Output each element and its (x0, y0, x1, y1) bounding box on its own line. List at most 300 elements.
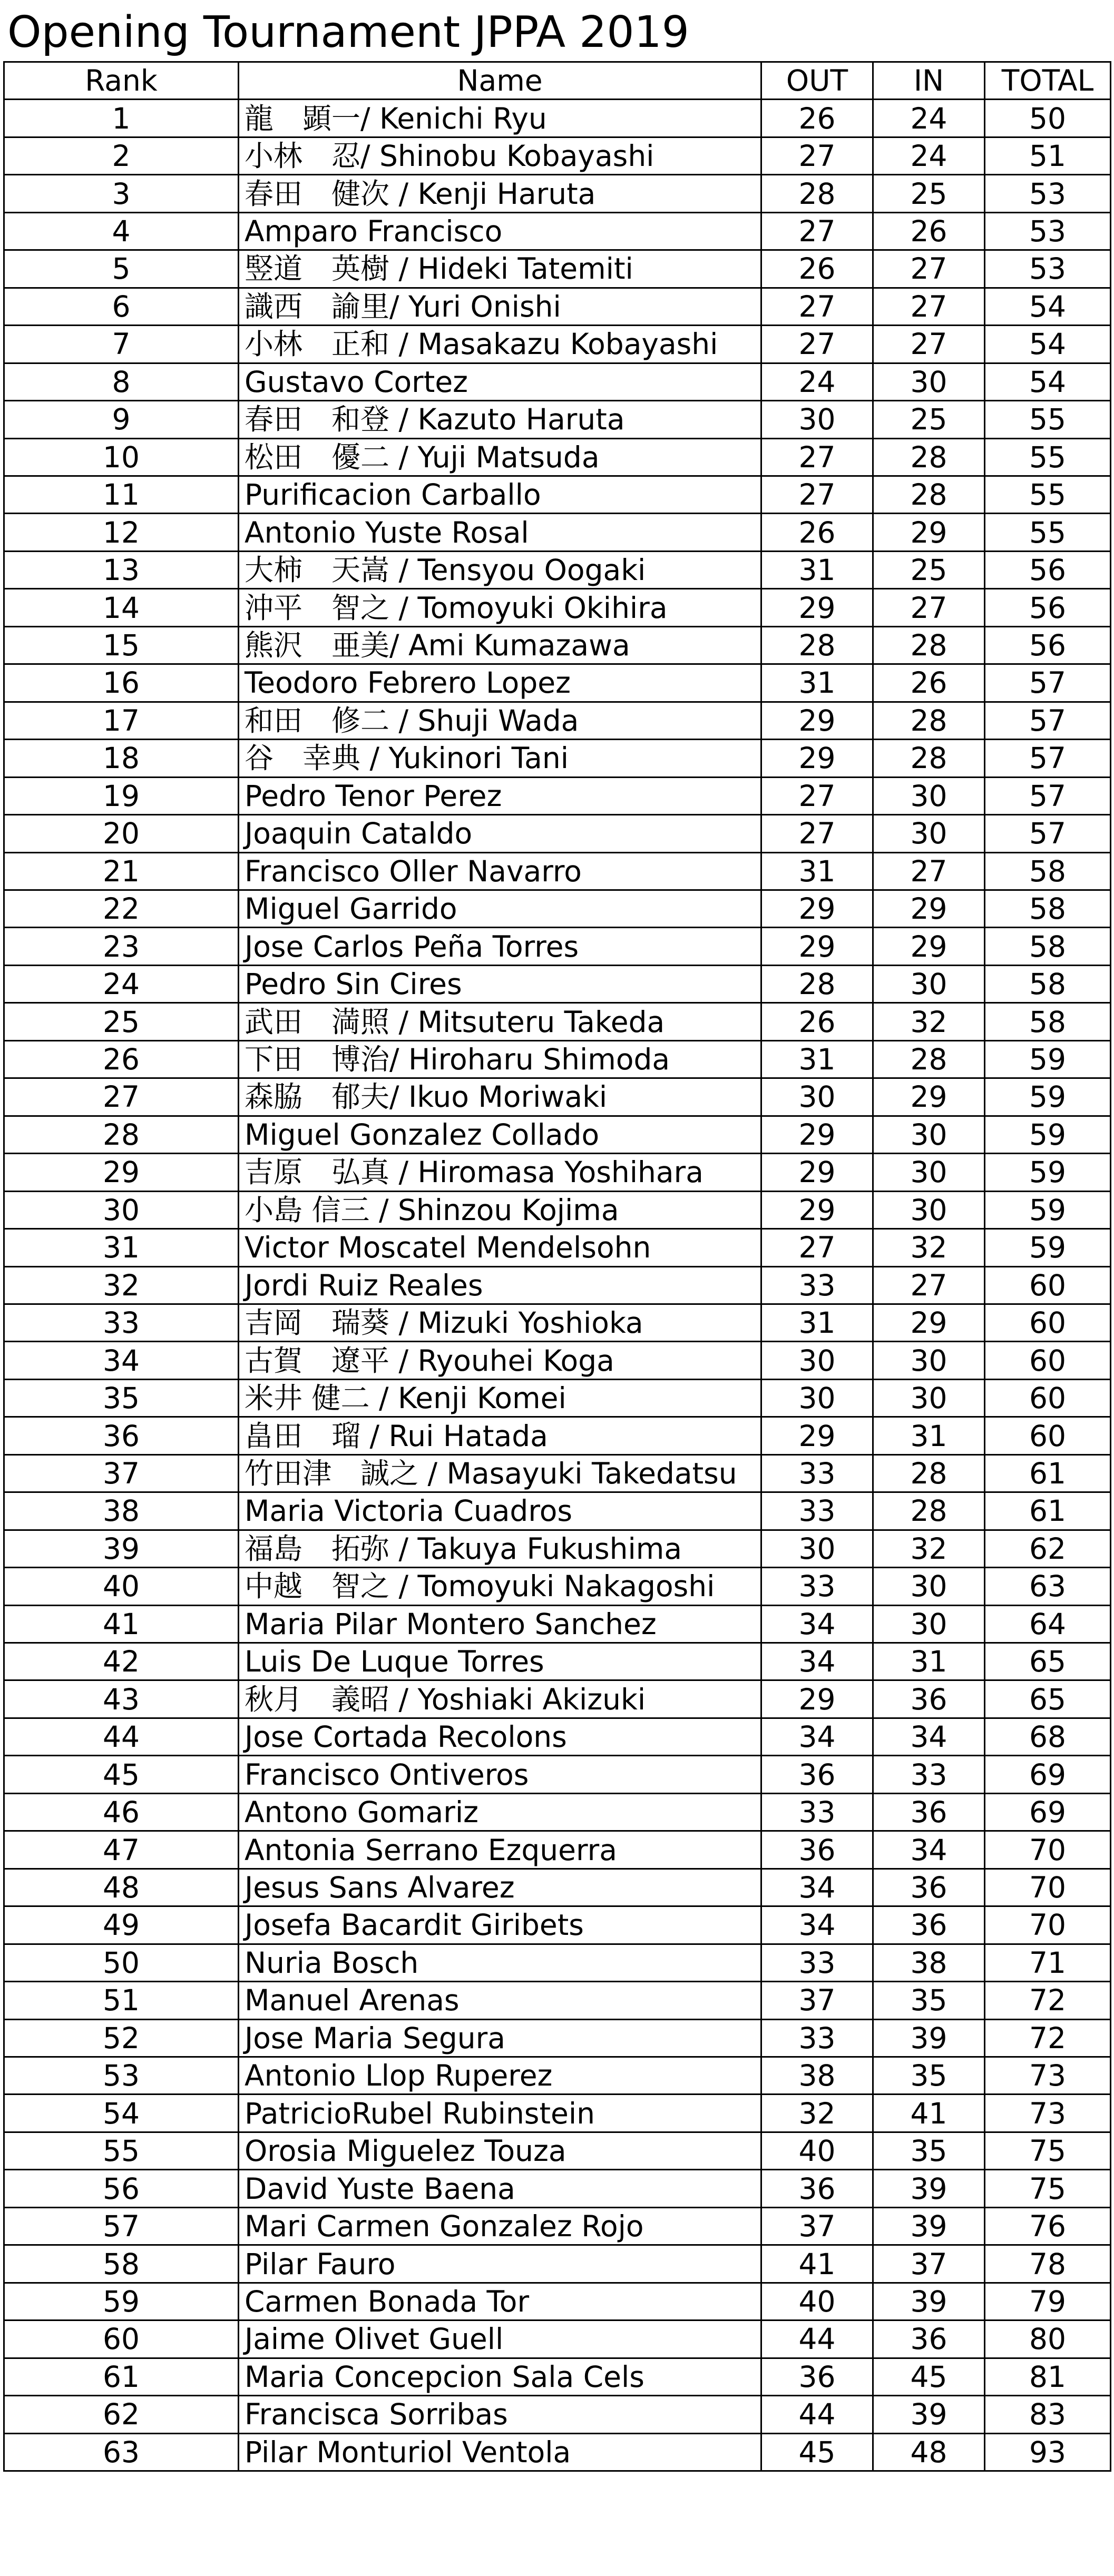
out-cell: 28 (761, 626, 873, 664)
rank-cell: 38 (4, 1492, 239, 1530)
name-cell: David Yuste Baena (239, 2170, 761, 2207)
total-cell: 63 (985, 1568, 1111, 1605)
in-cell: 30 (873, 363, 985, 400)
rank-cell: 5 (4, 250, 239, 288)
total-cell: 57 (985, 740, 1111, 777)
name-cell: Maria Pilar Montero Sanchez (239, 1605, 761, 1643)
table-row (4, 1793, 1111, 1831)
total-cell: 56 (985, 626, 1111, 664)
total-cell: 70 (985, 1906, 1111, 1944)
table-row (4, 1003, 1111, 1040)
table-row (4, 852, 1111, 890)
rank-cell: 59 (4, 2283, 239, 2320)
rank-cell: 43 (4, 1680, 239, 1718)
name-cell: 大柿 天嵩 / Tensyou Oogaki (239, 551, 761, 588)
rank-cell: 20 (4, 815, 239, 852)
rank-cell: 62 (4, 2396, 239, 2433)
table-row (4, 1869, 1111, 1906)
name-cell: Jose Cortada Recolons (239, 1718, 761, 1755)
rank-cell: 32 (4, 1266, 239, 1304)
in-cell: 29 (873, 1078, 985, 1116)
total-cell: 58 (985, 852, 1111, 890)
in-cell: 28 (873, 476, 985, 513)
rank-cell: 8 (4, 363, 239, 400)
out-cell: 27 (761, 326, 873, 363)
total-cell: 57 (985, 702, 1111, 739)
in-cell: 39 (873, 2283, 985, 2320)
total-cell: 76 (985, 2207, 1111, 2245)
in-cell: 36 (873, 2321, 985, 2358)
name-cell: Pedro Tenor Perez (239, 777, 761, 814)
total-cell: 53 (985, 175, 1111, 212)
rank-cell: 24 (4, 965, 239, 1002)
out-cell: 40 (761, 2132, 873, 2169)
in-cell: 30 (873, 777, 985, 814)
table-row (4, 514, 1111, 551)
out-cell: 30 (761, 1342, 873, 1379)
rank-cell: 16 (4, 664, 239, 702)
table-row (4, 2170, 1111, 2207)
table-row (4, 212, 1111, 250)
out-cell: 26 (761, 1003, 873, 1040)
in-cell: 26 (873, 212, 985, 250)
total-cell: 56 (985, 589, 1111, 626)
name-cell: 沖平 智之 / Tomoyuki Okihira (239, 589, 761, 626)
name-cell: Miguel Gonzalez Collado (239, 1116, 761, 1153)
name-cell: 熊沢 亜美/ Ami Kumazawa (239, 626, 761, 664)
in-cell: 25 (873, 175, 985, 212)
rank-cell: 50 (4, 1944, 239, 1981)
in-cell: 45 (873, 2358, 985, 2395)
table-row (4, 2321, 1111, 2358)
in-cell: 48 (873, 2433, 985, 2471)
in-cell: 28 (873, 702, 985, 739)
table-row (4, 965, 1111, 1002)
out-cell: 29 (761, 589, 873, 626)
column-header-total: TOTAL (985, 62, 1111, 100)
name-cell: Antono Gomariz (239, 1793, 761, 1831)
rank-cell: 11 (4, 476, 239, 513)
table-row (4, 1756, 1111, 1793)
total-cell: 61 (985, 1454, 1111, 1492)
in-cell: 30 (873, 1379, 985, 1417)
out-cell: 29 (761, 1191, 873, 1228)
out-cell: 27 (761, 438, 873, 476)
rank-cell: 45 (4, 1756, 239, 1793)
name-cell: 識西 諭里/ Yuri Onishi (239, 288, 761, 325)
in-cell: 28 (873, 438, 985, 476)
name-cell: Jesus Sans Alvarez (239, 1869, 761, 1906)
table-row (4, 363, 1111, 400)
out-cell: 31 (761, 1040, 873, 1078)
in-cell: 25 (873, 551, 985, 588)
out-cell: 29 (761, 740, 873, 777)
table-row (4, 626, 1111, 664)
rank-cell: 47 (4, 1831, 239, 1869)
table-row (4, 1040, 1111, 1078)
in-cell: 41 (873, 2095, 985, 2132)
out-cell: 31 (761, 852, 873, 890)
name-cell: 秋月 義昭 / Yoshiaki Akizuki (239, 1680, 761, 1718)
name-cell: 吉原 弘真 / Hiromasa Yoshihara (239, 1154, 761, 1191)
out-cell: 36 (761, 2170, 873, 2207)
out-cell: 36 (761, 1756, 873, 1793)
in-cell: 29 (873, 514, 985, 551)
out-cell: 34 (761, 1718, 873, 1755)
out-cell: 29 (761, 1417, 873, 1454)
name-cell: 龍 顕一/ Kenichi Ryu (239, 100, 761, 137)
rank-cell: 29 (4, 1154, 239, 1191)
out-cell: 34 (761, 1869, 873, 1906)
name-cell: 福島 拓弥 / Takuya Fukushima (239, 1530, 761, 1567)
out-cell: 30 (761, 401, 873, 438)
rank-cell: 52 (4, 2019, 239, 2057)
name-cell: 下田 博治/ Hiroharu Shimoda (239, 1040, 761, 1078)
total-cell: 60 (985, 1304, 1111, 1341)
table-row (4, 1831, 1111, 1869)
rank-cell: 12 (4, 514, 239, 551)
in-cell: 26 (873, 664, 985, 702)
name-cell: 古賀 遼平 / Ryouhei Koga (239, 1342, 761, 1379)
out-cell: 24 (761, 363, 873, 400)
out-cell: 33 (761, 1944, 873, 1981)
in-cell: 29 (873, 1304, 985, 1341)
out-cell: 31 (761, 1304, 873, 1341)
table-row (4, 250, 1111, 288)
name-cell: Carmen Bonada Tor (239, 2283, 761, 2320)
table-row (4, 2057, 1111, 2095)
rank-cell: 27 (4, 1078, 239, 1116)
table-row (4, 2132, 1111, 2169)
rank-cell: 57 (4, 2207, 239, 2245)
in-cell: 35 (873, 1982, 985, 2019)
table-row (4, 815, 1111, 852)
rank-cell: 28 (4, 1116, 239, 1153)
total-cell: 57 (985, 815, 1111, 852)
table-row (4, 2283, 1111, 2320)
in-cell: 27 (873, 589, 985, 626)
out-cell: 26 (761, 100, 873, 137)
name-cell: 武田 満照 / Mitsuteru Takeda (239, 1003, 761, 1040)
out-cell: 33 (761, 2019, 873, 2057)
in-cell: 34 (873, 1718, 985, 1755)
rank-cell: 63 (4, 2433, 239, 2471)
table-row (4, 928, 1111, 965)
in-cell: 32 (873, 1530, 985, 1567)
name-cell: Luis De Luque Torres (239, 1643, 761, 1680)
out-cell: 28 (761, 175, 873, 212)
name-cell: Jose Carlos Peña Torres (239, 928, 761, 965)
in-cell: 36 (873, 1793, 985, 1831)
table-row (4, 1304, 1111, 1341)
rank-cell: 53 (4, 2057, 239, 2095)
out-cell: 34 (761, 1605, 873, 1643)
name-cell: Antonia Serrano Ezquerra (239, 1831, 761, 1869)
out-cell: 29 (761, 1116, 873, 1153)
out-cell: 27 (761, 137, 873, 174)
out-cell: 40 (761, 2283, 873, 2320)
in-cell: 29 (873, 890, 985, 927)
rank-cell: 9 (4, 401, 239, 438)
out-cell: 31 (761, 551, 873, 588)
in-cell: 32 (873, 1003, 985, 1040)
table-row (4, 1116, 1111, 1153)
out-cell: 27 (761, 815, 873, 852)
table-row (4, 2433, 1111, 2471)
table-row (4, 1417, 1111, 1454)
name-cell: 竹田津 誠之 / Masayuki Takedatsu (239, 1454, 761, 1492)
in-cell: 28 (873, 1492, 985, 1530)
table-row (4, 438, 1111, 476)
out-cell: 26 (761, 250, 873, 288)
in-cell: 30 (873, 965, 985, 1002)
out-cell: 37 (761, 2207, 873, 2245)
total-cell: 54 (985, 363, 1111, 400)
rank-cell: 21 (4, 852, 239, 890)
column-header-rank: Rank (4, 62, 239, 100)
table-row (4, 1454, 1111, 1492)
name-cell: Mari Carmen Gonzalez Rojo (239, 2207, 761, 2245)
total-cell: 53 (985, 250, 1111, 288)
total-cell: 75 (985, 2170, 1111, 2207)
total-cell: 55 (985, 514, 1111, 551)
results-body (4, 100, 1111, 2471)
out-cell: 34 (761, 1906, 873, 1944)
total-cell: 59 (985, 1078, 1111, 1116)
in-cell: 37 (873, 2245, 985, 2283)
total-cell: 54 (985, 288, 1111, 325)
table-row (4, 137, 1111, 174)
in-cell: 24 (873, 137, 985, 174)
total-cell: 56 (985, 551, 1111, 588)
in-cell: 34 (873, 1831, 985, 1869)
in-cell: 36 (873, 1906, 985, 1944)
name-cell: Pilar Fauro (239, 2245, 761, 2283)
table-row (4, 1492, 1111, 1530)
total-cell: 79 (985, 2283, 1111, 2320)
out-cell: 36 (761, 2358, 873, 2395)
name-cell: 竪道 英樹 / Hideki Tatemiti (239, 250, 761, 288)
table-row (4, 1906, 1111, 1944)
column-header-out: OUT (761, 62, 873, 100)
rank-cell: 2 (4, 137, 239, 174)
total-cell: 55 (985, 476, 1111, 513)
out-cell: 29 (761, 1154, 873, 1191)
name-cell: Miguel Garrido (239, 890, 761, 927)
out-cell: 45 (761, 2433, 873, 2471)
name-cell: 吉岡 瑞葵 / Mizuki Yoshioka (239, 1304, 761, 1341)
total-cell: 59 (985, 1040, 1111, 1078)
rank-cell: 51 (4, 1982, 239, 2019)
total-cell: 72 (985, 2019, 1111, 2057)
total-cell: 83 (985, 2396, 1111, 2433)
in-cell: 32 (873, 1229, 985, 1266)
out-cell: 27 (761, 1229, 873, 1266)
total-cell: 57 (985, 777, 1111, 814)
table-row (4, 664, 1111, 702)
name-cell: Maria Victoria Cuadros (239, 1492, 761, 1530)
name-cell: 和田 修二 / Shuji Wada (239, 702, 761, 739)
in-cell: 31 (873, 1643, 985, 1680)
out-cell: 27 (761, 212, 873, 250)
in-cell: 28 (873, 1454, 985, 1492)
total-cell: 81 (985, 2358, 1111, 2395)
out-cell: 33 (761, 1492, 873, 1530)
total-cell: 59 (985, 1191, 1111, 1228)
total-cell: 68 (985, 1718, 1111, 1755)
rank-cell: 46 (4, 1793, 239, 1831)
in-cell: 35 (873, 2132, 985, 2169)
rank-cell: 54 (4, 2095, 239, 2132)
name-cell: Amparo Francisco (239, 212, 761, 250)
table-row (4, 326, 1111, 363)
table-row (4, 1718, 1111, 1755)
total-cell: 64 (985, 1605, 1111, 1643)
table-row (4, 2245, 1111, 2283)
table-row (4, 1229, 1111, 1266)
total-cell: 60 (985, 1342, 1111, 1379)
name-cell: Victor Moscatel Mendelsohn (239, 1229, 761, 1266)
table-row (4, 1191, 1111, 1228)
table-row (4, 100, 1111, 137)
results-table (3, 61, 1111, 2472)
out-cell: 36 (761, 1831, 873, 1869)
total-cell: 75 (985, 2132, 1111, 2169)
name-cell: Manuel Arenas (239, 1982, 761, 2019)
total-cell: 69 (985, 1756, 1111, 1793)
rank-cell: 55 (4, 2132, 239, 2169)
total-cell: 62 (985, 1530, 1111, 1567)
total-cell: 65 (985, 1643, 1111, 1680)
in-cell: 27 (873, 1266, 985, 1304)
table-row (4, 2358, 1111, 2395)
total-cell: 53 (985, 212, 1111, 250)
name-cell: Francisca Sorribas (239, 2396, 761, 2433)
total-cell: 60 (985, 1379, 1111, 1417)
table-row (4, 401, 1111, 438)
out-cell: 31 (761, 664, 873, 702)
in-cell: 27 (873, 852, 985, 890)
table-row (4, 1530, 1111, 1567)
name-cell: 小林 忍/ Shinobu Kobayashi (239, 137, 761, 174)
total-cell: 72 (985, 1982, 1111, 2019)
in-cell: 29 (873, 928, 985, 965)
column-header-name: Name (239, 62, 761, 100)
total-cell: 70 (985, 1831, 1111, 1869)
out-cell: 30 (761, 1078, 873, 1116)
total-cell: 78 (985, 2245, 1111, 2283)
table-row (4, 1154, 1111, 1191)
in-cell: 28 (873, 626, 985, 664)
in-cell: 36 (873, 1680, 985, 1718)
in-cell: 39 (873, 2396, 985, 2433)
in-cell: 31 (873, 1417, 985, 1454)
rank-cell: 14 (4, 589, 239, 626)
in-cell: 39 (873, 2170, 985, 2207)
rank-cell: 10 (4, 438, 239, 476)
rank-cell: 4 (4, 212, 239, 250)
table-row (4, 1982, 1111, 2019)
out-cell: 44 (761, 2396, 873, 2433)
rank-cell: 6 (4, 288, 239, 325)
rank-cell: 25 (4, 1003, 239, 1040)
table-row (4, 777, 1111, 814)
total-cell: 69 (985, 1793, 1111, 1831)
total-cell: 58 (985, 965, 1111, 1002)
table-row (4, 2396, 1111, 2433)
out-cell: 26 (761, 514, 873, 551)
table-row (4, 2207, 1111, 2245)
out-cell: 34 (761, 1643, 873, 1680)
in-cell: 28 (873, 1040, 985, 1078)
total-cell: 55 (985, 438, 1111, 476)
rank-cell: 31 (4, 1229, 239, 1266)
rank-cell: 35 (4, 1379, 239, 1417)
table-row (4, 740, 1111, 777)
total-cell: 58 (985, 890, 1111, 927)
out-cell: 29 (761, 928, 873, 965)
total-cell: 58 (985, 1003, 1111, 1040)
rank-cell: 22 (4, 890, 239, 927)
in-cell: 30 (873, 1342, 985, 1379)
name-cell: Francisco Ontiveros (239, 1756, 761, 1793)
in-cell: 30 (873, 1605, 985, 1643)
rank-cell: 23 (4, 928, 239, 965)
out-cell: 38 (761, 2057, 873, 2095)
table-row (4, 1078, 1111, 1116)
out-cell: 28 (761, 965, 873, 1002)
table-row (4, 702, 1111, 739)
total-cell: 59 (985, 1154, 1111, 1191)
table-row (4, 1944, 1111, 1981)
in-cell: 33 (873, 1756, 985, 1793)
rank-cell: 30 (4, 1191, 239, 1228)
name-cell: Jordi Ruiz Reales (239, 1266, 761, 1304)
total-cell: 60 (985, 1417, 1111, 1454)
rank-cell: 18 (4, 740, 239, 777)
name-cell: PatricioRubel Rubinstein (239, 2095, 761, 2132)
in-cell: 27 (873, 250, 985, 288)
name-cell: Nuria Bosch (239, 1944, 761, 1981)
out-cell: 27 (761, 476, 873, 513)
total-cell: 51 (985, 137, 1111, 174)
table-row (4, 1680, 1111, 1718)
rank-cell: 49 (4, 1906, 239, 1944)
out-cell: 41 (761, 2245, 873, 2283)
table-row (4, 1643, 1111, 1680)
name-cell: Maria Concepcion Sala Cels (239, 2358, 761, 2395)
rank-cell: 58 (4, 2245, 239, 2283)
page-title: Opening Tournament JPPA 2019 (7, 7, 689, 57)
total-cell: 55 (985, 401, 1111, 438)
rank-cell: 34 (4, 1342, 239, 1379)
out-cell: 29 (761, 702, 873, 739)
name-cell: Jose Maria Segura (239, 2019, 761, 2057)
table-row (4, 1605, 1111, 1643)
total-cell: 73 (985, 2057, 1111, 2095)
table-row (4, 551, 1111, 588)
table-row (4, 476, 1111, 513)
out-cell: 30 (761, 1530, 873, 1567)
name-cell: 米井 健二 / Kenji Komei (239, 1379, 761, 1417)
rank-cell: 3 (4, 175, 239, 212)
name-cell: 畠田 瑠 / Rui Hatada (239, 1417, 761, 1454)
rank-cell: 13 (4, 551, 239, 588)
name-cell: Pilar Monturiol Ventola (239, 2433, 761, 2471)
in-cell: 39 (873, 2019, 985, 2057)
in-cell: 24 (873, 100, 985, 137)
out-cell: 32 (761, 2095, 873, 2132)
